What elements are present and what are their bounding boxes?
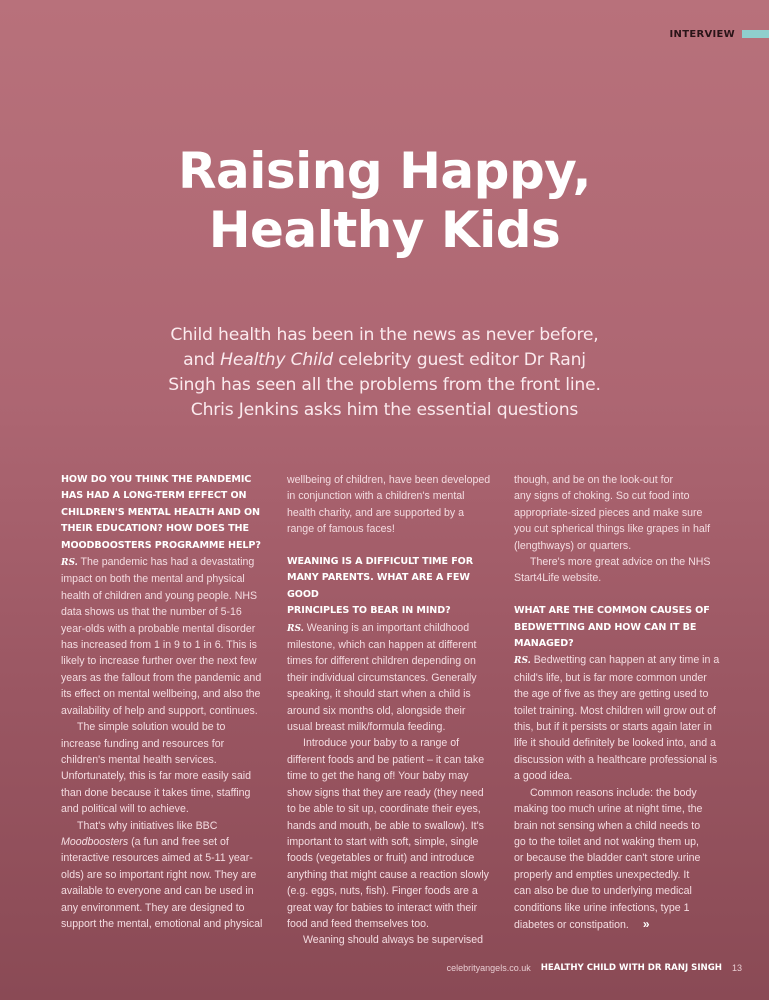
body-line: milestone, which can happen at different [287,639,477,652]
body-line: foods (vegetables or fruit) and introduce [287,852,475,865]
body-line: times for different children depending on [287,655,476,668]
article-column-1 [61,472,273,932]
question-heading [514,603,728,652]
body-line: Unfortunately, this is far more easily said [61,770,251,783]
programme-name: Moodboosters [61,835,129,848]
article-title [0,142,769,260]
body-line: impact on both the mental and physical [61,573,245,586]
standfirst-magazine-name: Healthy Child [220,350,333,370]
body-line: life it should definitely be looked into, and a [514,737,717,750]
standfirst-line: Singh has seen all the problems from the front line. [168,375,601,395]
body-line: (e.g. eggs, nuts, fish). Finger foods are a [287,885,478,898]
body-line: increase funding and resources for [61,737,225,750]
body-line: than done because it takes time, staffing [61,786,251,799]
page-footer [447,963,742,973]
body-line: interactive resources aimed at 5-11 year- [61,852,253,865]
body-line: hands and mouth, be able to swallow). It's [287,819,484,832]
body-text: (a fun and free set of [128,835,229,848]
body-line: any signs of choking. So cut food into [514,490,690,503]
section-label: INTERVIEW [669,28,735,40]
section-tag [670,27,769,41]
answer-marker: RS. [514,656,531,667]
body-line: great way for babies to interact with their [287,901,478,914]
body-line: child's life, but is far more common under [514,671,707,684]
standfirst [0,323,769,423]
body-line: around six months old, alongside their [287,704,466,717]
body-line: different foods and be patient – it can take [287,753,485,766]
body-line: olds) are so important right now. They are [61,868,257,881]
standfirst-line: Chris Jenkins asks him the essential questions [190,400,579,420]
body-text: Weaning is an important childhood [303,621,470,634]
standfirst-line: Child health has been in the news as never before, [170,325,599,345]
body-line: likely to increase further over the next few [61,655,257,668]
body-line: food and feed themselves too. [287,917,429,930]
page-number: 13 [731,963,742,973]
answer-marker: RS. [287,623,304,634]
answer-marker: RS. [61,558,78,569]
question-heading [287,554,499,620]
question-line: MOODBOOSTERS PROGRAMME HELP? [61,539,261,551]
question-line: PRINCIPLES TO BEAR IN MIND? [287,605,451,617]
question-line: BEDWETTING AND HOW CAN IT BE [514,621,697,633]
body-line: the age of five as they are getting used to [514,688,709,701]
body-line: to be able to sit up, coordinate their eyes, [287,803,481,816]
standfirst-text: celebrity guest editor Dr Ranj [332,350,586,370]
answer-first-line [287,620,499,637]
question-line: MANY PARENTS. WHAT ARE A FEW GOOD [287,572,470,600]
question-line: THEIR EDUCATION? HOW DOES THE [61,523,249,535]
article-column-3 [514,472,728,933]
body-line: any environment. They are designed to [61,901,245,914]
body-line: years as the fallout from the pandemic and [61,671,262,684]
body-line: you cut spherical things like grapes in half [514,523,711,536]
body-line: The simple solution would be to [77,721,226,734]
continue-arrow-icon: » [642,916,650,931]
body-line: year-olds with a probable mental disorder [61,622,256,635]
body-line: time to get the hang of! Your baby may [287,770,469,783]
question-line: MANAGED? [514,638,574,650]
answer-first-line [514,652,728,669]
body-line: children's mental health services. [61,753,217,766]
question-line: WHAT ARE THE COMMON CAUSES OF [514,605,710,617]
body-line: wellbeing of children, have been developed [287,474,491,486]
body-line: toilet training. Most children will grow out of [514,704,716,717]
body-line: conditions like urine infections, type 1 [514,901,690,914]
body-line: That's why initiatives like BBC [77,819,218,832]
body-line: in conjunction with a children's mental [287,490,465,503]
body-line: their individual circumstances. Generally [287,671,477,684]
paragraph-gap [287,538,499,554]
body-line: Introduce your baby to a range of [303,737,460,750]
answer-first-line [61,554,273,571]
question-line: CHILDREN'S MENTAL HEALTH AND ON [61,506,260,518]
body-line: and political will to achieve. [61,803,189,816]
body-line: or because the bladder can't store urine [514,852,701,865]
standfirst-line [0,348,769,373]
body-line: discussion with a healthcare professional is [514,753,718,766]
body-line: Start4Life website. [514,572,602,585]
standfirst-text: and [183,350,221,370]
footer-publication: HEALTHY CHILD WITH DR RANJ SINGH [540,963,722,973]
body-line: its effect on mental wellbeing, and also the [61,688,261,701]
body-line: available to everyone and can be used in [61,885,254,898]
body-line: Common reasons include: the body [530,786,697,799]
title-line-1: Raising Happy, [178,142,591,200]
question-heading [61,472,273,554]
body-line: though, and be on the look-out for [514,474,674,486]
body-line: data shows us that the number of 5-16 [61,606,242,619]
body-line [514,916,728,933]
body-line: health of children and young people. NHS [61,589,258,602]
body-line: this, but if it persists or starts again later in [514,721,712,734]
body-line [61,834,273,850]
body-line: appropriate-sized pieces and make sure [514,506,703,519]
question-line: WEANING IS A DIFFICULT TIME FOR [287,556,473,568]
body-line: show signs that they are ready (they need [287,786,484,799]
body-line: Weaning should always be supervised [303,934,484,947]
body-line: brain not sensing when a child needs to [514,819,701,832]
body-text: The pandemic has had a devastating [77,556,255,569]
body-line: health charity, and are supported by a [287,506,465,519]
body-text: Bedwetting can happen at any time in a [530,654,720,667]
body-line: (lengthways) or quarters. [514,539,632,552]
body-line: has increased from 1 in 9 to 1 in 6. This is [61,639,257,652]
question-line: HAS HAD A LONG-TERM EFFECT ON [61,490,247,502]
footer-website: celebrityangels.co.uk [446,963,531,973]
body-line: support the mental, emotional and physical [61,917,263,930]
body-line: a good idea. [514,770,573,783]
body-text: diabetes or constipation. [514,918,629,931]
title-line-2: Healthy Kids [208,201,561,259]
body-line: making too much urine at night time, the [514,803,703,816]
body-line: usual breast milk/formula feeding. [287,721,446,734]
section-accent-bar [742,30,769,38]
body-line: availability of help and support, continues. [61,704,258,717]
body-line: speaking, it should start when a child is [287,688,471,701]
body-line: There's more great advice on the NHS [530,556,711,569]
body-line: go to the toilet and not waking them up, [514,835,699,848]
body-line: properly and empties unexpectedly. It [514,868,690,881]
article-column-2 [287,472,499,949]
body-line: can also be due to underlying medical [514,885,692,898]
body-line: range of famous faces! [287,523,395,536]
question-line: HOW DO YOU THINK THE PANDEMIC [61,474,252,485]
paragraph-gap [514,587,728,603]
body-line: important to start with soft, simple, single [287,835,479,848]
body-line: anything that might cause a reaction slowly [287,868,489,881]
